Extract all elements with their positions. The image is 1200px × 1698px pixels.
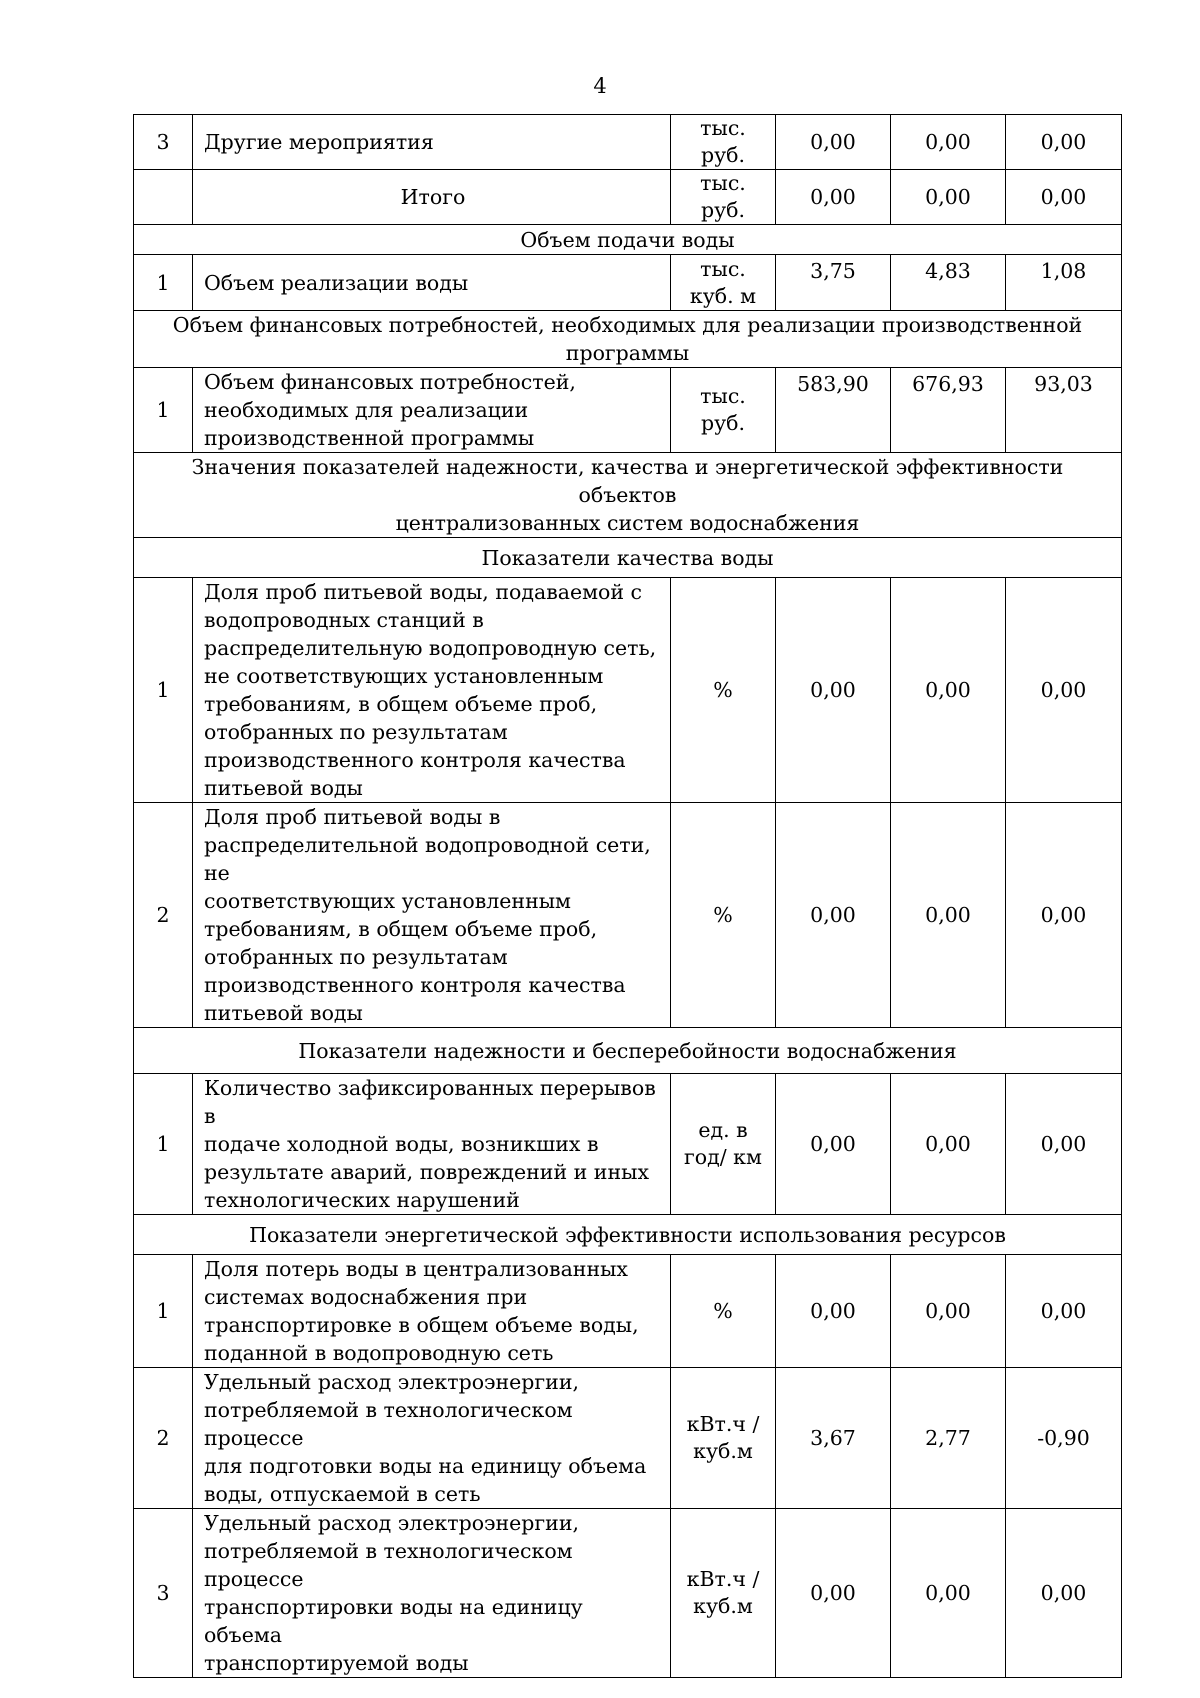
section-header-row xyxy=(134,1028,1122,1074)
section-header-row xyxy=(134,311,1122,368)
unit-line: год/ км xyxy=(684,1145,762,1169)
value-cell: 0,00 xyxy=(776,115,891,170)
indicator-name xyxy=(193,1368,671,1509)
value-cell: 3,75 xyxy=(776,255,891,311)
table-row xyxy=(134,1509,1122,1678)
value-cell: 1,08 xyxy=(1006,255,1122,311)
value-cell: 3,67 xyxy=(776,1368,891,1509)
section-header-row xyxy=(134,538,1122,578)
value-cell: 0,00 xyxy=(776,1509,891,1678)
section-title xyxy=(134,1028,1122,1074)
unit-cell xyxy=(671,368,776,453)
page-number: 4 xyxy=(593,74,607,98)
unit-cell xyxy=(671,1074,776,1215)
value-cell: 0,00 xyxy=(776,578,891,803)
indicator-name-line: питьевой воды xyxy=(204,776,363,800)
row-number: 3 xyxy=(134,115,193,170)
value-cell: 583,90 xyxy=(776,368,891,453)
value-cell: 0,00 xyxy=(776,1074,891,1215)
indicator-name-line: распределительной водопроводной сети, не xyxy=(204,833,651,885)
value-cell: 4,83 xyxy=(891,255,1006,311)
indicator-name-line: Удельный расход электроэнергии, xyxy=(204,1511,580,1535)
indicator-name-line: Доля потерь воды в централизованных xyxy=(204,1257,628,1281)
section-title-line: Показатели качества воды xyxy=(481,545,774,570)
unit-cell xyxy=(671,803,776,1028)
section-title-line: программы xyxy=(565,341,690,365)
indicator-name-line: результате аварий, повреждений и иных xyxy=(204,1160,650,1184)
unit-line: ед. в xyxy=(698,1118,748,1142)
value-cell: 0,00 xyxy=(891,578,1006,803)
table-row xyxy=(134,255,1122,311)
value-cell: 0,00 xyxy=(891,115,1006,170)
value-cell: 0,00 xyxy=(891,170,1006,225)
section-title xyxy=(134,538,1122,578)
value-cell: 0,00 xyxy=(1006,1509,1122,1678)
unit-line: кВт.ч / xyxy=(686,1567,760,1591)
indicator-name-line: распределительную водопроводную сеть, xyxy=(204,636,657,660)
indicator-name-line: для подготовки воды на единицу объема xyxy=(204,1454,647,1478)
row-number xyxy=(134,170,193,225)
unit-line: % xyxy=(713,1298,733,1323)
section-title xyxy=(134,311,1122,368)
section-title xyxy=(134,1215,1122,1255)
unit-line: тыс. xyxy=(700,384,746,408)
row-number: 1 xyxy=(134,1074,193,1215)
row-number: 3 xyxy=(134,1509,193,1678)
value-cell: 0,00 xyxy=(1006,115,1122,170)
section-header-row xyxy=(134,225,1122,255)
indicator-name-line: отобранных по результатам xyxy=(204,720,508,744)
unit-cell xyxy=(671,255,776,311)
value-cell: 0,00 xyxy=(1006,578,1122,803)
unit-line: % xyxy=(713,677,733,702)
value-cell: 0,00 xyxy=(1006,1255,1122,1368)
indicator-name-line: Доля проб питьевой воды, подаваемой с xyxy=(204,580,643,604)
section-title-line: Объем финансовых потребностей, необходимых для реализации производственной xyxy=(172,313,1083,337)
value-cell: 0,00 xyxy=(1006,170,1122,225)
row-number: 1 xyxy=(134,255,193,311)
row-number: 2 xyxy=(134,803,193,1028)
indicator-name: Объем реализации воды xyxy=(193,255,671,311)
indicator-name-line: требованиям, в общем объеме проб, xyxy=(204,692,598,716)
indicator-name-line: необходимых для реализации xyxy=(204,398,529,422)
unit-line: тыс. xyxy=(700,116,746,140)
indicator-name-line: системах водоснабжения при xyxy=(204,1285,528,1309)
value-cell: 0,00 xyxy=(891,1509,1006,1678)
indicator-name-line: поданной в водопроводную сеть xyxy=(204,1341,554,1365)
value-cell: 93,03 xyxy=(1006,368,1122,453)
unit-line: руб. xyxy=(700,143,746,167)
indicator-name-line: питьевой воды xyxy=(204,1001,363,1025)
indicator-name xyxy=(193,1509,671,1678)
table-row xyxy=(134,115,1122,170)
indicator-name xyxy=(193,1074,671,1215)
indicator-name-line: Удельный расход электроэнергии, xyxy=(204,1370,580,1394)
table-row xyxy=(134,1368,1122,1509)
row-number: 2 xyxy=(134,1368,193,1509)
indicator-name-line: отобранных по результатам xyxy=(204,945,508,969)
indicator-name-line: транспортируемой воды xyxy=(204,1651,469,1675)
unit-line: тыс. xyxy=(700,171,746,195)
indicators-table xyxy=(133,114,1122,1678)
indicator-name xyxy=(193,368,671,453)
section-header-row xyxy=(134,1215,1122,1255)
table-row xyxy=(134,170,1122,225)
unit-line: куб. м xyxy=(689,283,757,308)
unit-line: руб. xyxy=(700,411,746,435)
value-cell: 0,00 xyxy=(891,1255,1006,1368)
unit-cell xyxy=(671,1255,776,1368)
indicator-name-line: подаче холодной воды, возникших в xyxy=(204,1132,599,1156)
unit-cell xyxy=(671,578,776,803)
section-title-line: Объем подачи воды xyxy=(520,227,735,252)
table-row xyxy=(134,1074,1122,1215)
indicator-name: Другие мероприятия xyxy=(193,115,671,170)
indicator-name-line: производственной программы xyxy=(204,426,535,450)
table-row xyxy=(134,1255,1122,1368)
indicator-name-line: не соответствующих установленным xyxy=(204,664,604,688)
table-row xyxy=(134,578,1122,803)
unit-cell xyxy=(671,1509,776,1678)
indicator-name-line: требованиям, в общем объеме проб, xyxy=(204,917,598,941)
unit-line: куб.м xyxy=(693,1594,753,1618)
section-title-line: Показатели энергетической эффективности использования ресурсов xyxy=(249,1222,1006,1247)
unit-line: куб.м xyxy=(693,1439,753,1463)
value-cell: 0,00 xyxy=(1006,1074,1122,1215)
value-cell: 0,00 xyxy=(776,170,891,225)
unit-line: кВт.ч / xyxy=(686,1412,760,1436)
unit-cell xyxy=(671,1368,776,1509)
indicator-name-line: Объем финансовых потребностей, xyxy=(204,370,576,394)
row-number: 1 xyxy=(134,578,193,803)
value-cell: 0,00 xyxy=(891,803,1006,1028)
indicator-name xyxy=(193,578,671,803)
value-cell: 2,77 xyxy=(891,1368,1006,1509)
value-cell: -0,90 xyxy=(1006,1368,1122,1509)
value-cell: 0,00 xyxy=(891,1074,1006,1215)
indicator-name: Итого xyxy=(193,170,671,225)
section-title-line: централизованных систем водоснабжения xyxy=(395,511,860,535)
value-cell: 0,00 xyxy=(1006,803,1122,1028)
indicator-name-line: водопроводных станций в xyxy=(204,608,484,632)
unit-line: % xyxy=(713,902,733,927)
unit-cell xyxy=(671,115,776,170)
value-cell: 0,00 xyxy=(776,803,891,1028)
unit-line: руб. xyxy=(700,198,746,222)
section-title xyxy=(134,453,1122,538)
indicator-name-line: потребляемой в технологическом процессе xyxy=(204,1539,573,1591)
indicator-name-line: Доля проб питьевой воды в xyxy=(204,805,501,829)
row-number: 1 xyxy=(134,368,193,453)
indicator-name-line: Количество зафиксированных перерывов в xyxy=(204,1076,656,1128)
unit-line: тыс. xyxy=(700,256,746,281)
indicator-name-line: транспортировки воды на единицу объема xyxy=(204,1595,583,1647)
indicator-name xyxy=(193,1255,671,1368)
table-row xyxy=(134,803,1122,1028)
indicator-name-line: соответствующих установленным xyxy=(204,889,571,913)
row-number: 1 xyxy=(134,1255,193,1368)
section-title xyxy=(134,225,1122,255)
section-header-row xyxy=(134,453,1122,538)
section-title-line: Показатели надежности и бесперебойности водоснабжения xyxy=(298,1038,957,1063)
unit-cell xyxy=(671,170,776,225)
indicator-name-line: производственного контроля качества xyxy=(204,748,626,772)
indicator-name-line: потребляемой в технологическом процессе xyxy=(204,1398,573,1450)
indicator-name-line: производственного контроля качества xyxy=(204,973,626,997)
section-title-line: Значения показателей надежности, качества и энергетической эффективности объектов xyxy=(191,455,1064,507)
value-cell: 0,00 xyxy=(776,1255,891,1368)
indicator-name xyxy=(193,803,671,1028)
indicator-name-line: воды, отпускаемой в сеть xyxy=(204,1482,481,1506)
indicator-name-line: транспортировке в общем объеме воды, xyxy=(204,1313,639,1337)
table-row xyxy=(134,368,1122,453)
value-cell: 676,93 xyxy=(891,368,1006,453)
indicator-name-line: технологических нарушений xyxy=(204,1188,520,1212)
